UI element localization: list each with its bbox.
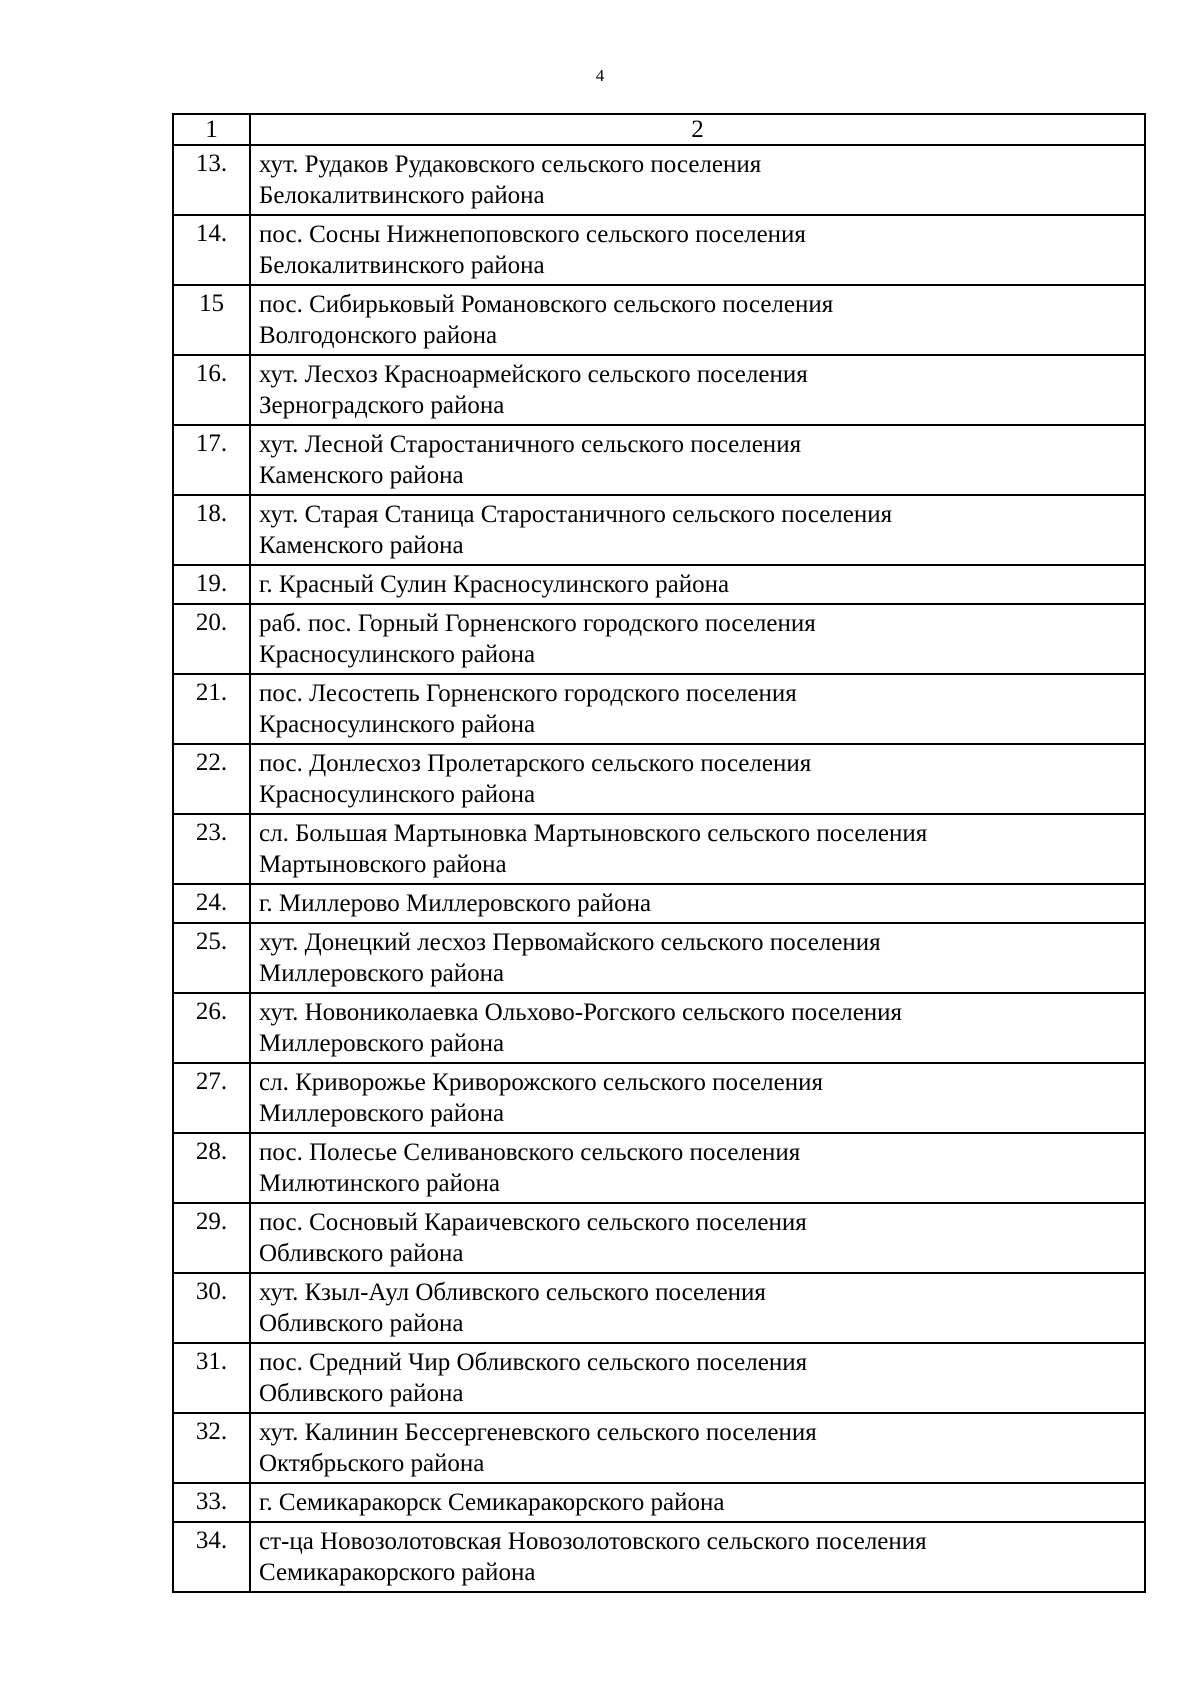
settlement-name-line: Обливского района xyxy=(259,1240,464,1267)
table-row xyxy=(173,814,1145,884)
settlement-name-line: Миллеровского района xyxy=(259,1100,505,1127)
row-number: 31. xyxy=(173,1343,250,1413)
settlement-name-line: Мартыновского района xyxy=(259,851,507,878)
page-number: 4 xyxy=(595,66,605,85)
row-number: 29. xyxy=(173,1203,250,1273)
settlement-name-cell xyxy=(250,1483,1145,1522)
settlement-name-cell xyxy=(250,355,1145,425)
settlement-name-line: раб. пос. Горный Горненского городского поселения xyxy=(259,610,816,637)
settlement-name-cell xyxy=(250,215,1145,285)
row-number: 19. xyxy=(173,565,250,604)
row-number: 28. xyxy=(173,1133,250,1203)
settlement-name-line: Белокалитвинского района xyxy=(259,182,545,209)
settlements-table xyxy=(172,113,1146,1593)
settlement-name-cell xyxy=(250,674,1145,744)
settlement-name-line: Обливского района xyxy=(259,1310,464,1337)
settlement-name-cell xyxy=(250,1203,1145,1273)
table-row xyxy=(173,355,1145,425)
settlement-name-cell xyxy=(250,744,1145,814)
settlement-name-line: хут. Калинин Бессергеневского сельского поселения xyxy=(259,1419,817,1446)
column-header-number: 1 xyxy=(173,114,250,145)
row-number: 21. xyxy=(173,674,250,744)
settlement-name-cell xyxy=(250,884,1145,923)
row-number: 32. xyxy=(173,1413,250,1483)
table-row xyxy=(173,1273,1145,1343)
table-row xyxy=(173,425,1145,495)
settlement-name-line: г. Красный Сулин Красносулинского района xyxy=(259,571,730,598)
table-row xyxy=(173,215,1145,285)
table-row xyxy=(173,993,1145,1063)
row-number: 16. xyxy=(173,355,250,425)
settlement-name-line: Каменского района xyxy=(259,532,464,559)
settlement-name-line: Семикаракорского района xyxy=(259,1559,536,1586)
table-row xyxy=(173,744,1145,814)
settlement-name-line: хут. Новониколаевка Ольхово-Рогского сельского поселения xyxy=(259,999,903,1026)
settlement-name-line: хут. Лесхоз Красноармейского сельского поселения xyxy=(259,361,808,388)
settlement-name-line: Октябрьского района xyxy=(259,1450,485,1477)
settlement-name-line: хут. Кзыл-Аул Обливского сельского поселения xyxy=(259,1279,766,1306)
row-number: 27. xyxy=(173,1063,250,1133)
row-number: 14. xyxy=(173,215,250,285)
table-row xyxy=(173,674,1145,744)
settlement-name-cell xyxy=(250,814,1145,884)
settlement-name-cell xyxy=(250,565,1145,604)
row-number: 15 xyxy=(173,285,250,355)
settlement-name-line: Красносулинского района xyxy=(259,641,536,668)
settlement-name-line: пос. Сосны Нижнепоповского сельского поселения xyxy=(259,221,806,248)
row-number: 26. xyxy=(173,993,250,1063)
settlement-name-line: сл. Большая Мартыновка Мартыновского сельского поселения xyxy=(259,820,928,847)
settlement-name-cell xyxy=(250,145,1145,215)
settlement-name-line: Красносулинского района xyxy=(259,711,536,738)
settlement-name-line: ст-ца Новозолотовская Новозолотовского сельского поселения xyxy=(259,1528,927,1555)
row-number: 25. xyxy=(173,923,250,993)
table-row xyxy=(173,1063,1145,1133)
table-row xyxy=(173,145,1145,215)
row-number: 34. xyxy=(173,1522,250,1592)
settlement-name-line: г. Миллерово Миллеровского района xyxy=(259,890,652,917)
table-row xyxy=(173,604,1145,674)
settlement-name-cell xyxy=(250,1063,1145,1133)
table-row xyxy=(173,285,1145,355)
row-number: 18. xyxy=(173,495,250,565)
settlement-name-line: хут. Рудаков Рудаковского сельского поселения xyxy=(259,151,762,178)
settlement-name-cell xyxy=(250,495,1145,565)
settlement-name-line: сл. Криворожье Криворожского сельского поселения xyxy=(259,1069,823,1096)
settlement-name-cell xyxy=(250,285,1145,355)
table-row xyxy=(173,565,1145,604)
table-row xyxy=(173,1522,1145,1592)
row-number: 24. xyxy=(173,884,250,923)
settlement-name-line: Волгодонского района xyxy=(259,322,498,349)
row-number: 20. xyxy=(173,604,250,674)
row-number: 30. xyxy=(173,1273,250,1343)
table-row xyxy=(173,1133,1145,1203)
settlement-name-cell xyxy=(250,604,1145,674)
settlement-name-cell xyxy=(250,1133,1145,1203)
table-row xyxy=(173,1343,1145,1413)
row-number: 17. xyxy=(173,425,250,495)
settlement-name-line: пос. Лесостепь Горненского городского поселения xyxy=(259,680,797,707)
settlement-name-line: Миллеровского района xyxy=(259,1030,505,1057)
row-number: 22. xyxy=(173,744,250,814)
settlement-name-cell xyxy=(250,1522,1145,1592)
settlement-name-line: хут. Лесной Старостаничного сельского поселения xyxy=(259,431,802,458)
settlement-name-line: г. Семикаракорск Семикаракорского района xyxy=(259,1489,725,1516)
settlement-name-line: Белокалитвинского района xyxy=(259,252,545,279)
settlement-name-cell xyxy=(250,993,1145,1063)
table-row xyxy=(173,1483,1145,1522)
table-row xyxy=(173,1203,1145,1273)
settlement-name-line: Зерноградского района xyxy=(259,392,505,419)
settlement-name-line: Миллеровского района xyxy=(259,960,505,987)
settlement-name-cell xyxy=(250,1413,1145,1483)
settlement-name-line: пос. Сосновый Караичевского сельского поселения xyxy=(259,1209,807,1236)
settlement-name-line: Обливского района xyxy=(259,1380,464,1407)
settlement-name-line: Каменского района xyxy=(259,462,464,489)
settlement-name-line: хут. Донецкий лесхоз Первомайского сельского поселения xyxy=(259,929,881,956)
settlement-name-line: пос. Донлесхоз Пролетарского сельского поселения xyxy=(259,750,812,777)
settlement-name-cell xyxy=(250,425,1145,495)
table-row xyxy=(173,495,1145,565)
settlement-name-line: Красносулинского района xyxy=(259,781,536,808)
column-header-name: 2 xyxy=(250,114,1145,145)
table-row xyxy=(173,884,1145,923)
settlement-name-line: пос. Средний Чир Обливского сельского поселения xyxy=(259,1349,808,1376)
settlement-name-line: пос. Сибирьковый Романовского сельского поселения xyxy=(259,291,834,318)
settlement-name-line: пос. Полесье Селивановского сельского поселения xyxy=(259,1139,801,1166)
settlement-name-line: Милютинского района xyxy=(259,1170,500,1197)
row-number: 13. xyxy=(173,145,250,215)
settlement-name-cell xyxy=(250,1343,1145,1413)
settlement-name-cell xyxy=(250,1273,1145,1343)
table-row xyxy=(173,1413,1145,1483)
row-number: 33. xyxy=(173,1483,250,1522)
table-header-row xyxy=(173,114,1145,145)
settlement-name-cell xyxy=(250,923,1145,993)
row-number: 23. xyxy=(173,814,250,884)
settlement-name-line: хут. Старая Станица Старостаничного сельского поселения xyxy=(259,501,893,528)
table-body xyxy=(173,145,1145,1592)
table-row xyxy=(173,923,1145,993)
